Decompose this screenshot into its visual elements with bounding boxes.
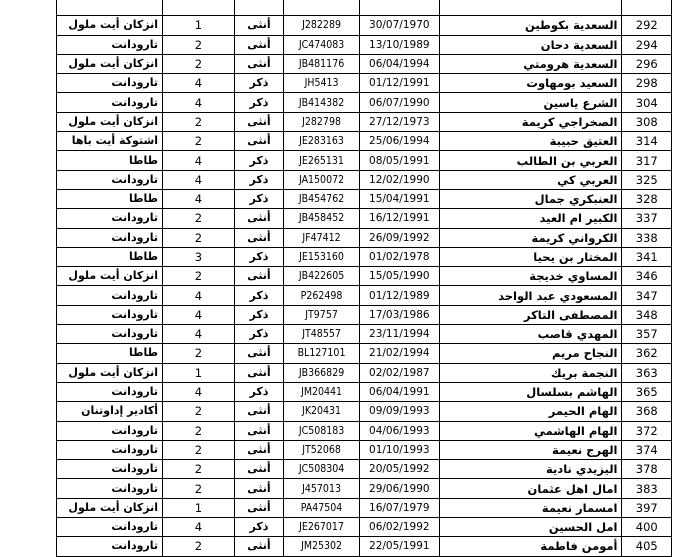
cell-city: انزكان أيت ملول bbox=[57, 267, 163, 286]
cell-city: تارودانت bbox=[57, 35, 163, 54]
cell-sex: أنثى bbox=[234, 402, 283, 421]
cell-name: الصخراجي كريمة bbox=[439, 112, 622, 131]
cell-code: 4 bbox=[163, 151, 235, 170]
cell-city: تارودانت bbox=[57, 209, 163, 228]
cell-sex: ذكر bbox=[234, 74, 283, 93]
cell-sex: ذكر bbox=[234, 247, 283, 266]
cell-cin: JT52068 bbox=[284, 440, 360, 459]
cell-code: 1 bbox=[163, 498, 235, 517]
table-row bbox=[57, 325, 672, 344]
table-row bbox=[57, 344, 672, 363]
cell-name: المسعودي عبد الواحد bbox=[439, 286, 622, 305]
cell-name: الشرع ياسين bbox=[439, 93, 622, 112]
cell-sex: أنثى bbox=[234, 344, 283, 363]
cell-num: 383 bbox=[622, 479, 672, 498]
candidates-table bbox=[56, 0, 672, 557]
cell-cin: JC508304 bbox=[284, 460, 360, 479]
cell-cin: JE267017 bbox=[284, 518, 360, 537]
cell-code: 1 bbox=[163, 363, 235, 382]
cell-name: الكرواني كريمة bbox=[439, 228, 622, 247]
cell-date: 15/04/1991 bbox=[359, 189, 439, 208]
cell-city: انزكان أيت ملول bbox=[57, 498, 163, 517]
cell-cin: J457013 bbox=[284, 479, 360, 498]
cell-name: الهرج نعيمة bbox=[439, 440, 622, 459]
cell-city: تارودانت bbox=[57, 518, 163, 537]
table-row bbox=[57, 0, 672, 16]
table-row bbox=[57, 170, 672, 189]
cell-name: العتيق حبيبة bbox=[439, 132, 622, 151]
table-body bbox=[57, 0, 672, 556]
cell-sex: أنثى bbox=[234, 112, 283, 131]
table-row bbox=[57, 518, 672, 537]
cell-cin: JB458452 bbox=[284, 209, 360, 228]
cell-date: 15/05/1990 bbox=[359, 267, 439, 286]
cell-date: 29/06/1990 bbox=[359, 479, 439, 498]
cell-code: 2 bbox=[163, 112, 235, 131]
cell-cin: P262498 bbox=[284, 286, 360, 305]
cell-city: تارودانت bbox=[57, 74, 163, 93]
cell-sex: ذكر bbox=[234, 286, 283, 305]
cell-date: 06/02/1992 bbox=[359, 518, 439, 537]
cell-city bbox=[57, 0, 163, 16]
cell-cin: JT9757 bbox=[284, 305, 360, 324]
cell-name: العنبكري جمال bbox=[439, 189, 622, 208]
cell-date: 23/11/1994 bbox=[359, 325, 439, 344]
cell-city: تارودانت bbox=[57, 286, 163, 305]
cell-cin: BL127101 bbox=[284, 344, 360, 363]
table-row bbox=[57, 498, 672, 517]
cell-date: 30/07/1970 bbox=[359, 16, 439, 35]
cell-name: المهدي قاصب bbox=[439, 325, 622, 344]
cell-date: 13/10/1989 bbox=[359, 35, 439, 54]
cell-code: 4 bbox=[163, 305, 235, 324]
cell-sex: أنثى bbox=[234, 209, 283, 228]
cell-cin: JE283163 bbox=[284, 132, 360, 151]
cell-num: 338 bbox=[622, 228, 672, 247]
cell-num: 292 bbox=[622, 16, 672, 35]
table-row bbox=[57, 209, 672, 228]
cell-name: المصطفى التاكر bbox=[439, 305, 622, 324]
cell-num: 294 bbox=[622, 35, 672, 54]
table-row bbox=[57, 54, 672, 73]
cell-name: اليزيدي نادية bbox=[439, 460, 622, 479]
cell-date: 09/09/1993 bbox=[359, 402, 439, 421]
cell-city: انزكان أيت ملول bbox=[57, 112, 163, 131]
cell-city: تارودانت bbox=[57, 170, 163, 189]
cell-code: 4 bbox=[163, 74, 235, 93]
cell-cin: JE153160 bbox=[284, 247, 360, 266]
cell-code: 4 bbox=[163, 93, 235, 112]
cell-sex: أنثى bbox=[234, 460, 283, 479]
cell-num: 400 bbox=[622, 518, 672, 537]
cell-cin: JC508183 bbox=[284, 421, 360, 440]
table-row bbox=[57, 16, 672, 35]
cell-sex: ذكر bbox=[234, 170, 283, 189]
table-row bbox=[57, 93, 672, 112]
cell-code: 2 bbox=[163, 35, 235, 54]
cell-sex: ذكر bbox=[234, 518, 283, 537]
cell-city: طاطا bbox=[57, 247, 163, 266]
cell-date: 26/09/1992 bbox=[359, 228, 439, 247]
cell-cin: JB454762 bbox=[284, 189, 360, 208]
table-row bbox=[57, 112, 672, 131]
cell-date: 06/07/1990 bbox=[359, 93, 439, 112]
cell-city: تارودانت bbox=[57, 325, 163, 344]
cell-name: المساوي خديجة bbox=[439, 267, 622, 286]
cell-date: 01/12/1991 bbox=[359, 74, 439, 93]
cell-city: انزكان أيت ملول bbox=[57, 16, 163, 35]
cell-cin: JH5413 bbox=[284, 74, 360, 93]
cell-cin: JB481176 bbox=[284, 54, 360, 73]
cell-code: 3 bbox=[163, 247, 235, 266]
cell-sex: ذكر bbox=[234, 93, 283, 112]
cell-code: 4 bbox=[163, 189, 235, 208]
table-row bbox=[57, 228, 672, 247]
cell-cin: JB366829 bbox=[284, 363, 360, 382]
cell-sex: أنثى bbox=[234, 35, 283, 54]
cell-code: 4 bbox=[163, 286, 235, 305]
cell-code: 2 bbox=[163, 267, 235, 286]
cell-code: 1 bbox=[163, 16, 235, 35]
table-row bbox=[57, 382, 672, 401]
table-row bbox=[57, 537, 672, 556]
cell-cin: J282798 bbox=[284, 112, 360, 131]
cell-code: 2 bbox=[163, 537, 235, 556]
cell-sex: أنثى bbox=[234, 132, 283, 151]
cell-date: 16/12/1991 bbox=[359, 209, 439, 228]
cell-num: 308 bbox=[622, 112, 672, 131]
cell-cin: JB414382 bbox=[284, 93, 360, 112]
cell-num: 372 bbox=[622, 421, 672, 440]
cell-name: السعدية بكوطين bbox=[439, 16, 622, 35]
cell-num: 314 bbox=[622, 132, 672, 151]
cell-city: أكادير إداوتنان bbox=[57, 402, 163, 421]
cell-name: امسمار نعيمة bbox=[439, 498, 622, 517]
cell-cin bbox=[284, 0, 360, 16]
cell-sex: أنثى bbox=[234, 267, 283, 286]
cell-date: 22/05/1991 bbox=[359, 537, 439, 556]
table-row bbox=[57, 267, 672, 286]
cell-date: 01/10/1993 bbox=[359, 440, 439, 459]
table-row bbox=[57, 132, 672, 151]
cell-sex: أنثى bbox=[234, 16, 283, 35]
cell-sex bbox=[234, 0, 283, 16]
cell-sex: ذكر bbox=[234, 325, 283, 344]
table-row bbox=[57, 286, 672, 305]
cell-city: طاطا bbox=[57, 344, 163, 363]
table-row bbox=[57, 460, 672, 479]
table-row bbox=[57, 421, 672, 440]
cell-sex: ذكر bbox=[234, 151, 283, 170]
cell-date: 04/06/1993 bbox=[359, 421, 439, 440]
cell-cin: JM25302 bbox=[284, 537, 360, 556]
cell-name: أمومن فاطمة bbox=[439, 537, 622, 556]
cell-city: تارودانت bbox=[57, 93, 163, 112]
cell-city: تارودانت bbox=[57, 305, 163, 324]
table-row bbox=[57, 305, 672, 324]
table-row bbox=[57, 35, 672, 54]
cell-name: الهاشم بسلسال bbox=[439, 382, 622, 401]
cell-cin: JA150072 bbox=[284, 170, 360, 189]
cell-sex: أنثى bbox=[234, 440, 283, 459]
cell-date: 01/02/1978 bbox=[359, 247, 439, 266]
cell-date: 12/02/1990 bbox=[359, 170, 439, 189]
cell-date: 20/05/1992 bbox=[359, 460, 439, 479]
cell-code: 2 bbox=[163, 209, 235, 228]
cell-city: تارودانت bbox=[57, 228, 163, 247]
cell-sex: ذكر bbox=[234, 382, 283, 401]
cell-name: السعدية هرومتي bbox=[439, 54, 622, 73]
cell-code: 2 bbox=[163, 421, 235, 440]
cell-name: المختار بن يحيا bbox=[439, 247, 622, 266]
table-row bbox=[57, 402, 672, 421]
cell-num: 304 bbox=[622, 93, 672, 112]
cell-city: اشتوكة أيت باها bbox=[57, 132, 163, 151]
cell-date: 21/02/1994 bbox=[359, 344, 439, 363]
cell-code: 2 bbox=[163, 54, 235, 73]
table-row bbox=[57, 247, 672, 266]
cell-name: الهام الهاشمي bbox=[439, 421, 622, 440]
cell-name: النجاح مريم bbox=[439, 344, 622, 363]
table-row bbox=[57, 189, 672, 208]
cell-num: 346 bbox=[622, 267, 672, 286]
cell-num bbox=[622, 0, 672, 16]
cell-num: 347 bbox=[622, 286, 672, 305]
cell-date: 17/03/1986 bbox=[359, 305, 439, 324]
cell-date: 02/02/1987 bbox=[359, 363, 439, 382]
cell-num: 363 bbox=[622, 363, 672, 382]
cell-num: 341 bbox=[622, 247, 672, 266]
cell-cin: JT48557 bbox=[284, 325, 360, 344]
cell-cin: JB422605 bbox=[284, 267, 360, 286]
cell-num: 298 bbox=[622, 74, 672, 93]
cell-num: 368 bbox=[622, 402, 672, 421]
cell-name: السعيد بومهاوت bbox=[439, 74, 622, 93]
cell-city: طاطا bbox=[57, 151, 163, 170]
cell-num: 374 bbox=[622, 440, 672, 459]
cell-num: 296 bbox=[622, 54, 672, 73]
cell-city: انزكان أيت ملول bbox=[57, 363, 163, 382]
cell-code: 4 bbox=[163, 325, 235, 344]
cell-num: 362 bbox=[622, 344, 672, 363]
cell-name: امال اهل عثمان bbox=[439, 479, 622, 498]
cell-cin: JC474083 bbox=[284, 35, 360, 54]
cell-name: السعدية دحان bbox=[439, 35, 622, 54]
cell-city: تارودانت bbox=[57, 440, 163, 459]
cell-date: 27/12/1973 bbox=[359, 112, 439, 131]
cell-sex: أنثى bbox=[234, 537, 283, 556]
cell-num: 348 bbox=[622, 305, 672, 324]
cell-sex: أنثى bbox=[234, 54, 283, 73]
cell-code: 2 bbox=[163, 402, 235, 421]
cell-num: 405 bbox=[622, 537, 672, 556]
cell-name: الهام الحيمر bbox=[439, 402, 622, 421]
cell-name bbox=[439, 0, 622, 16]
cell-city: تارودانت bbox=[57, 537, 163, 556]
cell-num: 397 bbox=[622, 498, 672, 517]
cell-date: 25/06/1994 bbox=[359, 132, 439, 151]
cell-num: 325 bbox=[622, 170, 672, 189]
cell-city: انزكان أيت ملول bbox=[57, 54, 163, 73]
cell-date: 01/12/1989 bbox=[359, 286, 439, 305]
cell-name: العربي كي bbox=[439, 170, 622, 189]
cell-cin: J282289 bbox=[284, 16, 360, 35]
cell-sex: أنثى bbox=[234, 228, 283, 247]
cell-city: طاطا bbox=[57, 189, 163, 208]
cell-code: 4 bbox=[163, 382, 235, 401]
table-row bbox=[57, 363, 672, 382]
cell-code: 4 bbox=[163, 518, 235, 537]
table-row bbox=[57, 74, 672, 93]
cell-cin: JM20441 bbox=[284, 382, 360, 401]
cell-code: 2 bbox=[163, 460, 235, 479]
cell-city: تارودانت bbox=[57, 382, 163, 401]
cell-num: 328 bbox=[622, 189, 672, 208]
cell-date bbox=[359, 0, 439, 16]
cell-name: العربي بن الطالب bbox=[439, 151, 622, 170]
cell-cin: JK20431 bbox=[284, 402, 360, 421]
cell-num: 365 bbox=[622, 382, 672, 401]
cell-date: 08/05/1991 bbox=[359, 151, 439, 170]
cell-name: الكبير ام العيد bbox=[439, 209, 622, 228]
cell-date: 16/07/1979 bbox=[359, 498, 439, 517]
cell-city: تارودانت bbox=[57, 460, 163, 479]
cell-num: 378 bbox=[622, 460, 672, 479]
cell-sex: أنثى bbox=[234, 498, 283, 517]
cell-cin: JF47412 bbox=[284, 228, 360, 247]
cell-code: 2 bbox=[163, 132, 235, 151]
cell-date: 06/04/1991 bbox=[359, 382, 439, 401]
cell-num: 317 bbox=[622, 151, 672, 170]
cell-code: 2 bbox=[163, 479, 235, 498]
cell-cin: JE265131 bbox=[284, 151, 360, 170]
cell-date: 06/04/1994 bbox=[359, 54, 439, 73]
cell-city: تارودانت bbox=[57, 479, 163, 498]
cell-sex: ذكر bbox=[234, 189, 283, 208]
cell-city: تارودانت bbox=[57, 421, 163, 440]
cell-sex: أنثى bbox=[234, 479, 283, 498]
table-row bbox=[57, 440, 672, 459]
cell-sex: أنثى bbox=[234, 363, 283, 382]
cell-sex: ذكر bbox=[234, 305, 283, 324]
cell-code bbox=[163, 0, 235, 16]
cell-code: 2 bbox=[163, 228, 235, 247]
cell-num: 337 bbox=[622, 209, 672, 228]
cell-code: 2 bbox=[163, 440, 235, 459]
cell-name: النجمة بريك bbox=[439, 363, 622, 382]
cell-num: 357 bbox=[622, 325, 672, 344]
table-row bbox=[57, 479, 672, 498]
cell-cin: PA47504 bbox=[284, 498, 360, 517]
cell-code: 2 bbox=[163, 344, 235, 363]
cell-sex: أنثى bbox=[234, 421, 283, 440]
table-row bbox=[57, 151, 672, 170]
cell-name: امل الحسين bbox=[439, 518, 622, 537]
cell-code: 4 bbox=[163, 170, 235, 189]
